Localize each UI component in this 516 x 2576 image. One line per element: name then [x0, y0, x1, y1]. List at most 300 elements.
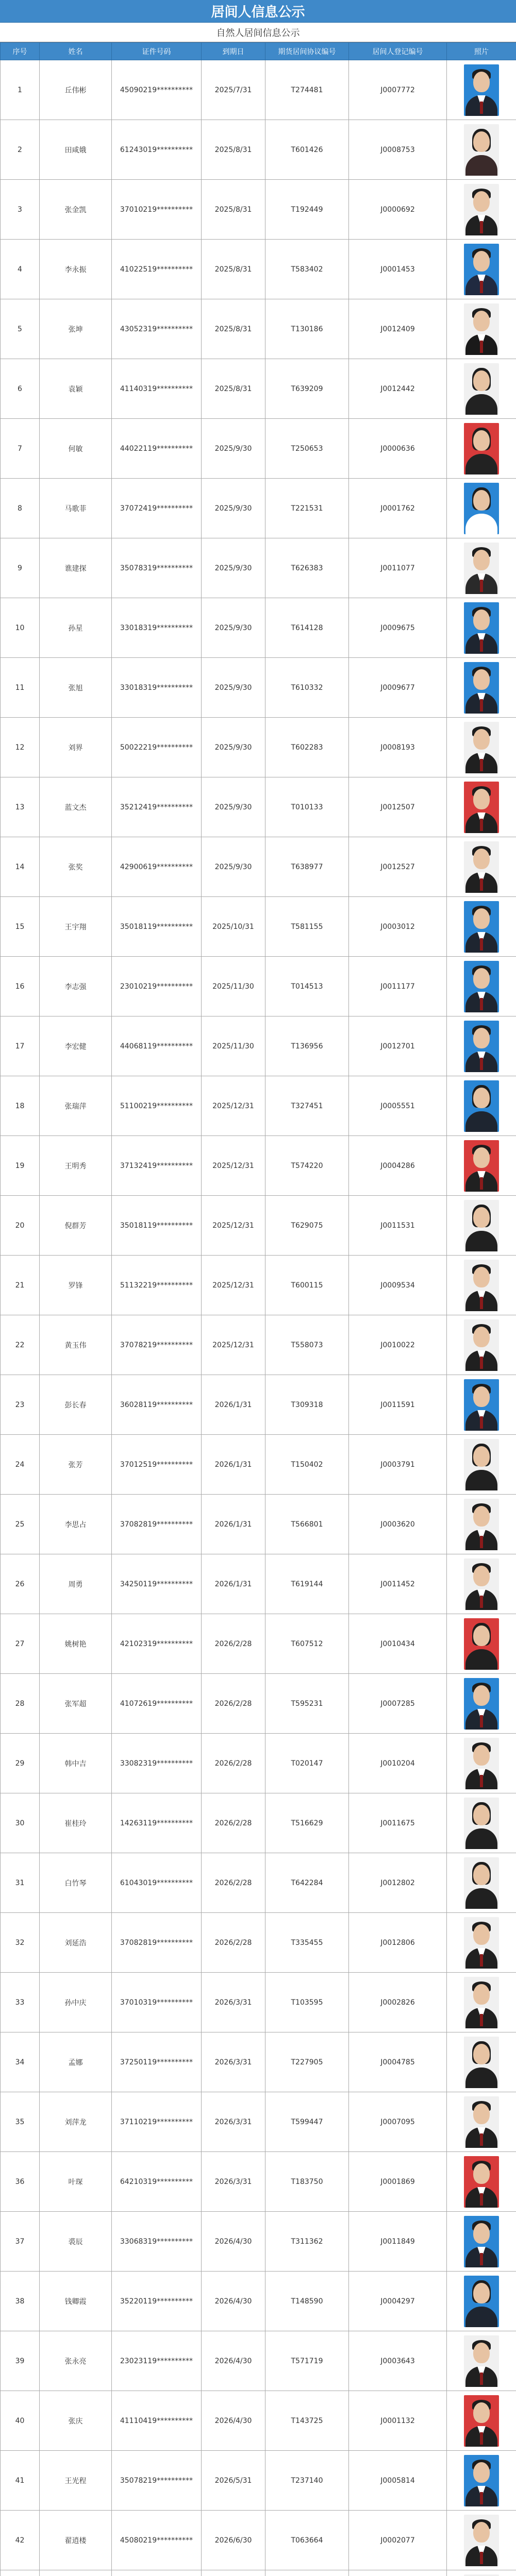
table-row	[1, 2451, 516, 2511]
cell-reg: J0010204	[349, 1734, 447, 1793]
table-row	[1, 240, 516, 299]
cell-expiry: 2026/4/30	[202, 2391, 265, 2451]
cell-id: 35018119**********	[112, 1196, 202, 1256]
cell-id: 37110219**********	[112, 2092, 202, 2152]
cell-expiry: 2026/5/31	[202, 2451, 265, 2511]
cell-name: 张庆	[40, 2391, 112, 2451]
cell-name: 刘延浩	[40, 1913, 112, 1973]
cell-reg: J0008193	[349, 718, 447, 777]
cell-id: 61243019**********	[112, 120, 202, 180]
cell-reg: J0001869	[349, 2152, 447, 2212]
portrait-photo	[464, 1857, 499, 1909]
cell-name: 孟娜	[40, 2032, 112, 2092]
page-subtitle: 自然人居间信息公示	[0, 23, 516, 42]
cell-reg: J0011077	[349, 538, 447, 598]
cell-expiry: 2025/11/30	[202, 957, 265, 1016]
cell-agreement: T130186	[265, 299, 349, 359]
cell-no: 4	[1, 240, 40, 299]
cell-photo	[447, 538, 516, 598]
cell-id: 37072419**********	[112, 479, 202, 538]
cell-reg: J0000692	[349, 180, 447, 240]
cell-agreement: T311362	[265, 2212, 349, 2272]
cell-expiry: 2026/4/30	[202, 2272, 265, 2331]
cell-expiry: 2026/1/31	[202, 1435, 265, 1495]
cell-name: 袁颖	[40, 359, 112, 419]
cell-photo	[447, 479, 516, 538]
portrait-photo	[464, 1080, 499, 1132]
cell-name: 周勇	[40, 1554, 112, 1614]
cell-no: 37	[1, 2212, 40, 2272]
cell-name: 刘界	[40, 718, 112, 777]
cell-photo	[447, 1614, 516, 1674]
portrait-photo	[464, 1021, 499, 1072]
cell-id: 37010219**********	[112, 180, 202, 240]
cell-expiry: 2025/11/30	[202, 1016, 265, 1076]
cell-id	[112, 2570, 202, 2576]
header-name: 姓名	[40, 43, 112, 60]
cell-name: 田咸娥	[40, 120, 112, 180]
cell-no: 30	[1, 1793, 40, 1853]
portrait-photo	[464, 1379, 499, 1431]
cell-name: 张永亮	[40, 2331, 112, 2391]
cell-agreement: T136956	[265, 1016, 349, 1076]
cell-reg: J0002077	[349, 2511, 447, 2570]
cell-no: 39	[1, 2331, 40, 2391]
cell-agreement: T014513	[265, 957, 349, 1016]
cell-no: 27	[1, 1614, 40, 1674]
cell-agreement: T103595	[265, 1973, 349, 2032]
cell-photo	[447, 359, 516, 419]
cell-agreement: T629075	[265, 1196, 349, 1256]
cell-no: 8	[1, 479, 40, 538]
cell-reg: J0011177	[349, 957, 447, 1016]
cell-photo	[447, 2212, 516, 2272]
portrait-photo	[464, 2335, 499, 2387]
cell-no: 1	[1, 60, 40, 120]
portrait-photo	[464, 2216, 499, 2267]
cell-expiry: 2025/9/30	[202, 479, 265, 538]
table-row	[1, 598, 516, 658]
cell-name: 丘伟彬	[40, 60, 112, 120]
portrait-photo	[464, 1439, 499, 1490]
table-row	[1, 2272, 516, 2331]
cell-photo	[447, 1734, 516, 1793]
table-row	[1, 1076, 516, 1136]
cell-reg: J0012409	[349, 299, 447, 359]
cell-agreement: T192449	[265, 180, 349, 240]
portrait-photo	[464, 961, 499, 1012]
cell-expiry: 2026/3/31	[202, 2092, 265, 2152]
cell-agreement: T602283	[265, 718, 349, 777]
table-row	[1, 1016, 516, 1076]
cell-name: 蓝文杰	[40, 777, 112, 837]
portrait-photo	[464, 1319, 499, 1371]
cell-no: 18	[1, 1076, 40, 1136]
cell-expiry: 2025/9/30	[202, 658, 265, 718]
cell-id: 35078219**********	[112, 2451, 202, 2511]
table-row	[1, 479, 516, 538]
cell-name: 裘辰	[40, 2212, 112, 2272]
cell-id: 37010319**********	[112, 1973, 202, 2032]
portrait-photo	[464, 782, 499, 833]
portrait-photo	[464, 2096, 499, 2148]
portrait-photo	[464, 2395, 499, 2447]
portrait-photo	[464, 1558, 499, 1610]
table-row	[1, 1973, 516, 2032]
cell-name: 马歌菲	[40, 479, 112, 538]
portrait-photo	[464, 1917, 499, 1969]
cell-reg: J0011675	[349, 1793, 447, 1853]
cell-name: 李思占	[40, 1495, 112, 1554]
cell-id: 42900619**********	[112, 837, 202, 897]
cell-reg: J0012442	[349, 359, 447, 419]
table-row	[1, 1554, 516, 1614]
cell-reg: J0010022	[349, 1315, 447, 1375]
cell-reg: J0007285	[349, 1674, 447, 1734]
table-row	[1, 419, 516, 479]
cell-no: 42	[1, 2511, 40, 2570]
cell-reg: J0012507	[349, 777, 447, 837]
table-row	[1, 299, 516, 359]
cell-photo	[447, 2391, 516, 2451]
table-row	[1, 1793, 516, 1853]
cell-expiry: 2026/2/28	[202, 1853, 265, 1913]
table-row	[1, 2212, 516, 2272]
table-body	[1, 60, 516, 2576]
cell-no: 19	[1, 1136, 40, 1196]
cell-id: 41022519**********	[112, 240, 202, 299]
cell-id: 37078219**********	[112, 1315, 202, 1375]
cell-photo	[447, 1435, 516, 1495]
cell-photo	[447, 1256, 516, 1315]
cell-expiry: 2026/1/31	[202, 1495, 265, 1554]
cell-name: 张奖	[40, 837, 112, 897]
cell-photo	[447, 718, 516, 777]
cell-expiry: 2026/2/28	[202, 1674, 265, 1734]
cell-reg: J0004297	[349, 2272, 447, 2331]
cell-no: 5	[1, 299, 40, 359]
cell-expiry: 2026/4/30	[202, 2331, 265, 2391]
cell-no: 28	[1, 1674, 40, 1734]
portrait-photo	[464, 363, 499, 415]
portrait-photo	[464, 662, 499, 714]
portrait-photo	[464, 64, 499, 116]
cell-name: 彭长春	[40, 1375, 112, 1435]
cell-agreement: T574220	[265, 1136, 349, 1196]
portrait-photo	[464, 2156, 499, 2208]
cell-no: 3	[1, 180, 40, 240]
cell-reg: J0012701	[349, 1016, 447, 1076]
portrait-photo	[464, 1260, 499, 1311]
cell-agreement: T143725	[265, 2391, 349, 2451]
cell-expiry: 2026/2/28	[202, 1793, 265, 1853]
cell-id: 35220119**********	[112, 2272, 202, 2331]
cell-id: 37082819**********	[112, 1913, 202, 1973]
header-id: 证件号码	[112, 43, 202, 60]
cell-no: 26	[1, 1554, 40, 1614]
cell-agreement: T638977	[265, 837, 349, 897]
cell-name: 孙中庆	[40, 1973, 112, 2032]
cell-reg: J0010434	[349, 1614, 447, 1674]
cell-expiry: 2025/8/31	[202, 240, 265, 299]
cell-id: 42102319**********	[112, 1614, 202, 1674]
cell-id: 35078319**********	[112, 538, 202, 598]
cell-id: 45090219**********	[112, 60, 202, 120]
cell-agreement: T626383	[265, 538, 349, 598]
cell-no: 6	[1, 359, 40, 419]
cell-name: 韩中吉	[40, 1734, 112, 1793]
cell-name: 黄玉伟	[40, 1315, 112, 1375]
cell-agreement: T183750	[265, 2152, 349, 2212]
portrait-photo	[464, 1499, 499, 1550]
cell-no: 11	[1, 658, 40, 718]
cell-id: 45080219**********	[112, 2511, 202, 2570]
table-row	[1, 1196, 516, 1256]
cell-id: 41072619**********	[112, 1674, 202, 1734]
cell-id: 51100219**********	[112, 1076, 202, 1136]
cell-id: 36028119**********	[112, 1375, 202, 1435]
cell-id: 37250119**********	[112, 2032, 202, 2092]
cell-reg: J0001132	[349, 2391, 447, 2451]
cell-name: 李宏健	[40, 1016, 112, 1076]
cell-agreement	[265, 2570, 349, 2576]
cell-photo	[447, 2152, 516, 2212]
cell-reg: J0004785	[349, 2032, 447, 2092]
table-row	[1, 60, 516, 120]
cell-agreement: T610332	[265, 658, 349, 718]
cell-agreement: T516629	[265, 1793, 349, 1853]
cell-name: 张芳	[40, 1435, 112, 1495]
cell-name: 白竹琴	[40, 1853, 112, 1913]
cell-reg: J0009675	[349, 598, 447, 658]
cell-no: 34	[1, 2032, 40, 2092]
cell-reg: J0012802	[349, 1853, 447, 1913]
cell-name: 叶琛	[40, 2152, 112, 2212]
cell-no: 12	[1, 718, 40, 777]
cell-name: 罗锋	[40, 1256, 112, 1315]
cell-expiry: 2025/12/31	[202, 1256, 265, 1315]
cell-no: 21	[1, 1256, 40, 1315]
portrait-photo	[464, 423, 499, 474]
cell-photo	[447, 1554, 516, 1614]
table-row	[1, 1136, 516, 1196]
cell-no: 38	[1, 2272, 40, 2331]
cell-agreement: T020147	[265, 1734, 349, 1793]
cell-name: 李志强	[40, 957, 112, 1016]
cell-expiry: 2025/10/31	[202, 897, 265, 957]
cell-expiry: 2026/2/28	[202, 1913, 265, 1973]
cell-name: 王宇翔	[40, 897, 112, 957]
cell-photo	[447, 1913, 516, 1973]
cell-photo	[447, 1016, 516, 1076]
cell-photo	[447, 1375, 516, 1435]
table-row	[1, 957, 516, 1016]
cell-agreement: T601426	[265, 120, 349, 180]
table-row	[1, 2331, 516, 2391]
cell-expiry: 2025/9/30	[202, 718, 265, 777]
cell-name: 张金凯	[40, 180, 112, 240]
portrait-photo	[464, 244, 499, 295]
cell-agreement: T566801	[265, 1495, 349, 1554]
cell-photo	[447, 598, 516, 658]
cell-reg: J0003791	[349, 1435, 447, 1495]
cell-photo	[447, 419, 516, 479]
table-row	[1, 2032, 516, 2092]
cell-id: 37082819**********	[112, 1495, 202, 1554]
cell-agreement: T558073	[265, 1315, 349, 1375]
cell-name: 李永振	[40, 240, 112, 299]
cell-agreement: T010133	[265, 777, 349, 837]
cell-photo	[447, 658, 516, 718]
cell-expiry: 2025/9/30	[202, 538, 265, 598]
cell-expiry: 2025/8/31	[202, 180, 265, 240]
table-row	[1, 2511, 516, 2570]
cell-agreement: T221531	[265, 479, 349, 538]
cell-no: 17	[1, 1016, 40, 1076]
portrait-photo	[464, 2515, 499, 2566]
table-row	[1, 2152, 516, 2212]
cell-agreement: T600115	[265, 1256, 349, 1315]
cell-photo	[447, 240, 516, 299]
cell-no: 22	[1, 1315, 40, 1375]
table-row	[1, 359, 516, 419]
cell-agreement: T250653	[265, 419, 349, 479]
cell-no: 40	[1, 2391, 40, 2451]
cell-photo	[447, 837, 516, 897]
portrait-photo	[464, 1140, 499, 1192]
table-row	[1, 1853, 516, 1913]
cell-agreement: T335455	[265, 1913, 349, 1973]
cell-reg: J0004286	[349, 1136, 447, 1196]
cell-photo	[447, 2451, 516, 2511]
header-expiry: 到期日	[202, 43, 265, 60]
cell-photo	[447, 1076, 516, 1136]
cell-no: 2	[1, 120, 40, 180]
cell-no: 33	[1, 1973, 40, 2032]
cell-no: 23	[1, 1375, 40, 1435]
cell-no	[1, 2570, 40, 2576]
cell-id: 41140319**********	[112, 359, 202, 419]
cell-no: 16	[1, 957, 40, 1016]
cell-name: 王明秀	[40, 1136, 112, 1196]
portrait-photo	[464, 901, 499, 953]
cell-name: 钱卿霞	[40, 2272, 112, 2331]
cell-id: 33018319**********	[112, 598, 202, 658]
cell-id: 33068319**********	[112, 2212, 202, 2272]
cell-expiry: 2026/2/28	[202, 1734, 265, 1793]
cell-expiry: 2025/9/30	[202, 598, 265, 658]
cell-id: 35212419**********	[112, 777, 202, 837]
portrait-photo	[464, 2037, 499, 2088]
header-photo: 照片	[447, 43, 516, 60]
table-row	[1, 538, 516, 598]
portrait-photo	[464, 1798, 499, 1849]
cell-no: 24	[1, 1435, 40, 1495]
cell-agreement: T599447	[265, 2092, 349, 2152]
header-no: 序号	[1, 43, 40, 60]
portrait-photo	[464, 483, 499, 534]
cell-expiry: 2025/8/31	[202, 359, 265, 419]
cell-id: 50022219**********	[112, 718, 202, 777]
cell-name: 王光程	[40, 2451, 112, 2511]
table-row	[1, 1495, 516, 1554]
page-title: 居间人信息公示	[0, 0, 516, 23]
table-row	[1, 2570, 516, 2576]
cell-reg: J0011591	[349, 1375, 447, 1435]
cell-no: 29	[1, 1734, 40, 1793]
cell-photo	[447, 2331, 516, 2391]
cell-photo	[447, 1196, 516, 1256]
cell-name: 张坤	[40, 299, 112, 359]
cell-photo	[447, 2032, 516, 2092]
cell-reg: J0011849	[349, 2212, 447, 2272]
cell-reg: J0001453	[349, 240, 447, 299]
cell-agreement: T642284	[265, 1853, 349, 1913]
cell-expiry: 2026/3/31	[202, 2152, 265, 2212]
cell-id: 61043019**********	[112, 1853, 202, 1913]
cell-reg: J0005551	[349, 1076, 447, 1136]
cell-reg: J0003643	[349, 2331, 447, 2391]
cell-name: 崔桂玲	[40, 1793, 112, 1853]
cell-photo	[447, 1853, 516, 1913]
cell-expiry: 2026/3/31	[202, 2032, 265, 2092]
portrait-photo	[464, 602, 499, 654]
cell-expiry: 2025/12/31	[202, 1315, 265, 1375]
table-row	[1, 1315, 516, 1375]
portrait-photo	[464, 124, 499, 176]
cell-agreement: T237140	[265, 2451, 349, 2511]
cell-id: 23023119**********	[112, 2331, 202, 2391]
cell-expiry: 2025/12/31	[202, 1136, 265, 1196]
cell-id: 44068119**********	[112, 1016, 202, 1076]
cell-no: 32	[1, 1913, 40, 1973]
cell-reg: J0003620	[349, 1495, 447, 1554]
cell-reg: J0008753	[349, 120, 447, 180]
cell-name: 孙星	[40, 598, 112, 658]
cell-photo	[447, 2570, 516, 2576]
cell-photo	[447, 2511, 516, 2570]
table-row	[1, 1256, 516, 1315]
cell-agreement: T581155	[265, 897, 349, 957]
table-header-row	[1, 43, 516, 60]
cell-agreement: T227905	[265, 2032, 349, 2092]
cell-photo	[447, 1793, 516, 1853]
cell-expiry: 2026/3/31	[202, 1973, 265, 2032]
cell-reg: J0001762	[349, 479, 447, 538]
cell-expiry: 2025/9/30	[202, 419, 265, 479]
portrait-photo	[464, 2574, 499, 2576]
cell-photo	[447, 1136, 516, 1196]
cell-photo	[447, 60, 516, 120]
cell-id: 35018119**********	[112, 897, 202, 957]
cell-agreement: T619144	[265, 1554, 349, 1614]
cell-photo	[447, 120, 516, 180]
table-row	[1, 2092, 516, 2152]
cell-expiry: 2026/4/30	[202, 2212, 265, 2272]
cell-reg: J0009677	[349, 658, 447, 718]
header-reg: 居间人登记编号	[349, 43, 447, 60]
cell-id: 43052319**********	[112, 299, 202, 359]
table-row	[1, 1734, 516, 1793]
cell-no: 36	[1, 2152, 40, 2212]
cell-expiry: 2025/8/31	[202, 120, 265, 180]
cell-reg: J0007095	[349, 2092, 447, 2152]
cell-name: 刘萍龙	[40, 2092, 112, 2152]
cell-id: 41110419**********	[112, 2391, 202, 2451]
cell-id: 37132419**********	[112, 1136, 202, 1196]
portrait-photo	[464, 2455, 499, 2506]
cell-name: 张旭	[40, 658, 112, 718]
